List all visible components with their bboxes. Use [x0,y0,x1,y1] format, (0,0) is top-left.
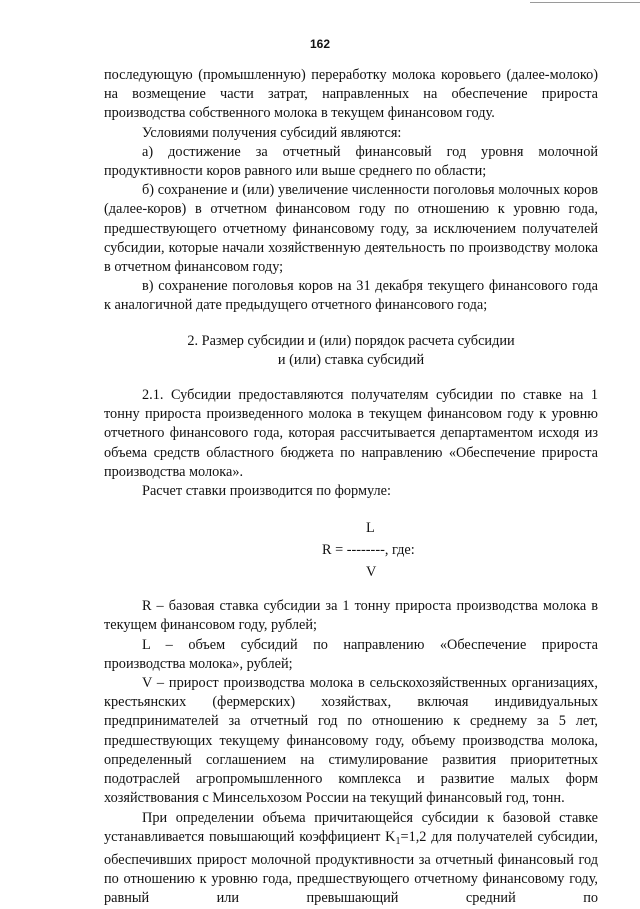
coefficient-text-before: При определении объема причитающейся субсидии к базовой ставке устанавливается повышающий коэффициент K [104,809,598,845]
paragraph-formula-intro: Расчет ставки производится по формуле: [142,483,391,500]
page-number: 162 [309,37,331,51]
definition-v: V – прирост производства молока в сельскохозяйственных организациях, крестьянских (фермерских) хозяйствах, включая индивидуальных предпринимателей за отчетный год по отношению к среднему за 5 лет, предшествующих текущему финансовому году, объему производства молока, определенный соглашением на стимулирование развития приоритетных подотраслей агропромышленного комплекса и развитие малых форм хозяйствования с Минсельхозом России на текущий финансовый год, тонн. [104,675,598,807]
paragraph-condition-c: в) сохранение поголовья коров на 31 декабря текущего финансового года к аналогичной дате предыдущего отчетного финансового года; [104,278,598,314]
definition-r: R – базовая ставка субсидии за 1 тонну прироста производства молока в текущем финансовом году, рублей; [104,598,598,634]
paragraph-coefficient [104,809,598,909]
rate-formula [104,505,598,591]
paragraph-condition-b: б) сохранение и (или) увеличение численности поголовья молочных коров (далее-коров) в отчетном финансовом году по отношению к уровню года, предшествующего отчетному финансовому году, за исключением получателей субсидии, которые начали хозяйственную деятельность по производству молока в отчетном финансовом году; [104,182,598,276]
coefficient-subscript: 1 [395,835,401,847]
section-heading [104,332,598,370]
paragraph-condition-a: а) достижение за отчетный финансовый год уровня молочной продуктивности коров равного или выше среднего по области; [104,143,598,180]
section-heading-line-1: 2. Размер субсидии и (или) порядок расчета субсидии [187,332,515,349]
paragraph-continuation: последующую (промышленную) переработку молока коровьего (далее-молоко) на возмещение части затрат, направленных на обеспечение прироста производства собственного молока в текущем финансовом году. [104,67,598,122]
paragraph-conditions-intro: Условиями получения субсидий являются: [142,124,402,141]
formula-line: R = --------, где: [322,542,415,559]
scan-artifact-line [530,2,640,3]
coefficient-text-after: =1,2 для получателей субсидии, обеспечивших прирост молочной продуктивности за отчетный финансовый год по отношению к уровню года, предшествующего отчетному финансовому году, равный или превышающий средний по [104,828,598,907]
definition-l: L – объем субсидий по направлению «Обеспечение прироста производства молока», рублей; [104,636,598,672]
formula-numerator: L [366,520,375,537]
formula-denominator: V [366,564,377,581]
paragraph-2-1: 2.1. Субсидии предоставляются получателям субсидии по ставке на 1 тонну прироста произведенного молока в текущем финансовом году к уровню отчетного финансового года, которая рассчитывается департаментом исходя из объема средств областного бюджета по направлению «Обеспечение прироста производства молока». [104,387,598,480]
document-body [104,66,598,909]
section-heading-line-2: и (или) ставка субсидий [277,351,425,368]
